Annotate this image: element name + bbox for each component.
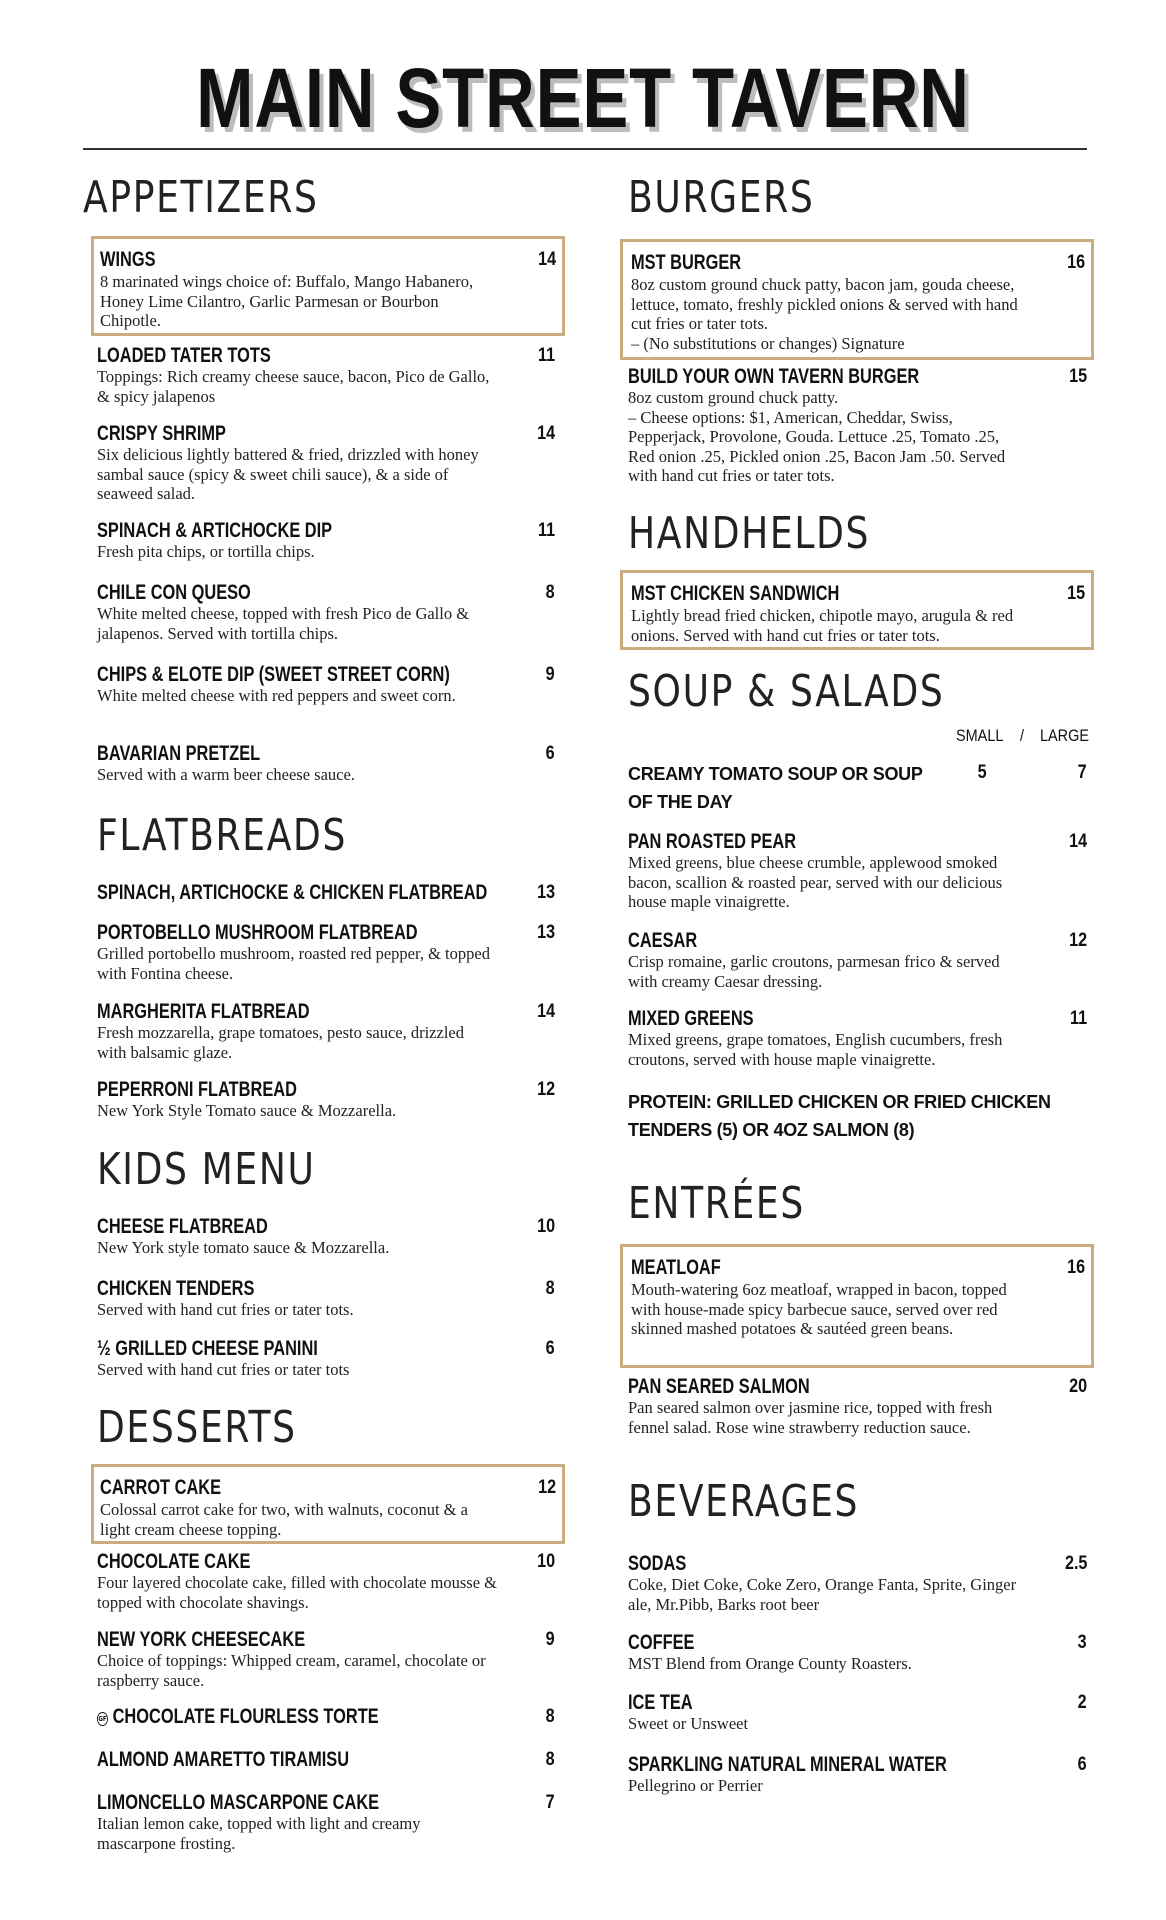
item-price: 6 — [546, 743, 555, 764]
menu-item-wings — [91, 236, 565, 336]
item-price: 7 — [546, 1792, 555, 1813]
menu-item-spinach-artichoke-dip — [97, 518, 559, 564]
item-price: 8 — [546, 582, 555, 603]
item-name: COFFEE — [628, 1631, 695, 1654]
item-description: New York style tomato sauce & Mozzarella. — [97, 1238, 390, 1257]
item-description: New York Style Tomato sauce & Mozzarella. — [97, 1101, 397, 1120]
item-name: MEATLOAF — [631, 1256, 721, 1279]
item-description: Pellegrino or Perrier — [628, 1776, 763, 1795]
item-name: SPINACH & ARTICHOCKE DIP — [97, 519, 333, 542]
item-name: PAN ROASTED PEAR — [628, 830, 797, 853]
menu-item-grilled-cheese-panini — [97, 1336, 559, 1382]
item-price: 12 — [1069, 930, 1087, 951]
size-small-label: SMALL — [956, 726, 1004, 745]
gluten-free-icon: GF — [97, 1712, 108, 1726]
item-name — [97, 1704, 379, 1730]
item-name: SODAS — [628, 1552, 687, 1575]
item-name: SPINACH, ARTICHOCKE & CHICKEN FLATBREAD — [97, 881, 488, 904]
item-name: MST CHICKEN SANDWICH — [631, 582, 840, 605]
menu-item-almond-amaretto-tiramisu — [97, 1747, 559, 1775]
menu-item-caesar — [628, 928, 1091, 990]
item-name: ALMOND AMARETTO TIRAMISU — [97, 1748, 350, 1771]
item-price: 20 — [1069, 1376, 1087, 1397]
menu-item-margherita-flatbread — [97, 999, 559, 1061]
menu-item-peperroni-flatbread — [97, 1077, 559, 1123]
item-description: Served with hand cut fries or tater tots — [97, 1360, 350, 1379]
item-name: LOADED TATER TOTS — [97, 344, 271, 367]
item-price: 16 — [1067, 252, 1085, 273]
item-description: Served with a warm beer cheese sauce. — [97, 765, 355, 784]
menu-item-meatloaf — [620, 1244, 1094, 1368]
item-price: 12 — [538, 1477, 556, 1498]
item-description: MST Blend from Orange County Roasters. — [628, 1654, 912, 1673]
menu-item-limoncello-mascarpone-cake — [97, 1790, 559, 1852]
item-name: LIMONCELLO MASCARPONE CAKE — [97, 1791, 380, 1814]
menu-item-bavarian-pretzel — [97, 741, 559, 787]
item-name: CHIPS & ELOTE DIP (SWEET STREET CORN) — [97, 663, 450, 686]
item-price: 6 — [546, 1338, 555, 1359]
menu-item-loaded-tater-tots — [97, 343, 559, 406]
item-description: Fresh mozzarella, grape tomatoes, pesto sauce, drizzled with balsamic glaze. — [97, 1023, 464, 1062]
item-description: Mixed greens, blue cheese crumble, applewood smoked bacon, scallion & roasted pear, served with our delicious house maple vinaigrette. — [628, 853, 1003, 911]
item-name: NEW YORK CHEESECAKE — [97, 1628, 306, 1651]
item-description: Mouth-watering 6oz meatloaf, wrapped in bacon, topped with house-made spicy barbecue sauce, served over red skinned mashed potatoes & sautéed green beans. — [631, 1280, 1007, 1338]
item-description: 8oz custom ground chuck patty. – Cheese options: $1, American, Cheddar, Swiss, Pepperjack, Provolone, Gouda. Lettuce .25, Tomato .25, Red onion .25, Pickled onion .25, Bacon Jam .50. Served with hand cut fries or tater tots. — [628, 388, 1006, 485]
item-name: MST BURGER — [631, 251, 742, 274]
item-description: Sweet or Unsweet — [628, 1714, 749, 1733]
item-description: Crisp romaine, garlic croutons, parmesan frico & served with creamy Caesar dressing. — [628, 952, 1000, 991]
size-large-label: LARGE — [1040, 726, 1089, 745]
item-description: Colossal carrot cake for two, with walnuts, coconut & a light cream cheese topping. — [100, 1500, 468, 1539]
item-name: CRISPY SHRIMP — [97, 422, 226, 445]
title-divider — [83, 148, 1087, 150]
section-title-soup-salads: SOUP & SALADS — [628, 666, 945, 717]
menu-item-spinach-artichoke-chicken-flatbread — [97, 880, 559, 908]
menu-item-build-your-own-burger — [628, 364, 1091, 484]
item-name: CHILE CON QUESO — [97, 581, 251, 604]
item-price: 13 — [537, 922, 555, 943]
item-price: 15 — [1069, 366, 1087, 387]
item-description: 8 marinated wings choice of: Buffalo, Mango Habanero, Honey Lime Cilantro, Garlic Parmesan or Bourbon Chipotle. — [100, 272, 474, 330]
item-price: 13 — [537, 882, 555, 903]
menu-item-mst-burger — [620, 239, 1094, 360]
item-name: CHICKEN TENDERS — [97, 1277, 255, 1300]
menu-item-pan-roasted-pear — [628, 829, 1091, 909]
menu-item-sparkling-mineral-water — [628, 1752, 1091, 1798]
menu-item-cheese-flatbread — [97, 1214, 559, 1260]
menu-item-sodas — [628, 1551, 1091, 1613]
menu-item-crispy-shrimp — [97, 421, 559, 501]
item-description: Fresh pita chips, or tortilla chips. — [97, 542, 315, 561]
item-name: CAESAR — [628, 929, 698, 952]
menu-item-chicken-tenders — [97, 1276, 559, 1322]
menu-item-ice-tea — [628, 1690, 1091, 1736]
item-price: 11 — [537, 520, 555, 541]
item-name: MARGHERITA FLATBREAD — [97, 1000, 310, 1023]
item-price: 8 — [546, 1278, 555, 1299]
menu-item-carrot-cake — [91, 1464, 565, 1544]
item-description: White melted cheese with red peppers and sweet corn. — [97, 686, 456, 705]
item-name: PAN SEARED SALMON — [628, 1375, 810, 1398]
item-description: Grilled portobello mushroom, roasted red pepper, & topped with Fontina cheese. — [97, 944, 490, 983]
item-name: CHOCOLATE CAKE — [97, 1550, 251, 1573]
menu-item-chocolate-flourless-torte — [97, 1704, 559, 1732]
item-name: CREAMY TOMATO SOUP OR SOUP OF THE DAY — [628, 764, 923, 812]
menu-item-coffee — [628, 1630, 1091, 1676]
item-price-large: 7 — [1078, 762, 1087, 783]
menu-item-mixed-greens — [628, 1006, 1091, 1068]
item-description: Lightly bread fried chicken, chipotle mayo, arugula & red onions. Served with hand cut fries or tater tots. — [631, 606, 1014, 645]
menu-item-chocolate-cake — [97, 1549, 559, 1611]
menu-item-portobello-flatbread — [97, 920, 559, 982]
item-description: Italian lemon cake, topped with light and creamy mascarpone frosting. — [97, 1814, 421, 1853]
item-description: Toppings: Rich creamy cheese sauce, bacon, Pico de Gallo, & spicy jalapenos — [97, 367, 490, 406]
item-description: 8oz custom ground chuck patty, bacon jam, gouda cheese, lettuce, tomato, freshly pickled onions & served with hand cut fries or tater tots. – (No substitutions or changes) Signature — [631, 275, 1018, 353]
item-name: BAVARIAN PRETZEL — [97, 742, 261, 765]
menu-item-creamy-tomato-soup — [628, 760, 1091, 818]
item-name: CHEESE FLATBREAD — [97, 1215, 268, 1238]
section-title-handhelds: HANDHELDS — [628, 508, 871, 559]
item-name: ICE TEA — [628, 1691, 693, 1714]
item-description: Six delicious lightly battered & fried, drizzled with honey sambal sauce (spicy & sweet chili sauce), & a side of seaweed salad. — [97, 445, 479, 503]
item-price: 9 — [546, 1629, 555, 1650]
item-name: WINGS — [100, 248, 156, 271]
item-price: 14 — [538, 249, 556, 270]
menu-item-new-york-cheesecake — [97, 1627, 559, 1689]
protein-addon-text: PROTEIN: GRILLED CHICKEN OR FRIED CHICKEN TENDERS (5) OR 4OZ SALMON (8) — [628, 1092, 1051, 1140]
size-separator: / — [1020, 726, 1025, 745]
section-title-appetizers: APPETIZERS — [83, 172, 319, 223]
item-name: ½ GRILLED CHEESE PANINI — [97, 1337, 318, 1360]
item-price: 12 — [537, 1079, 555, 1100]
item-name: PEPERRONI FLATBREAD — [97, 1078, 297, 1101]
section-title-desserts: DESSERTS — [97, 1402, 297, 1453]
item-price: 8 — [546, 1706, 555, 1727]
item-description: Pan seared salmon over jasmine rice, topped with fresh fennel salad. Rose wine strawberry reduction sauce. — [628, 1398, 993, 1437]
item-description: Four layered chocolate cake, filled with chocolate mousse & topped with chocolate shavings. — [97, 1573, 497, 1612]
item-price: 2 — [1078, 1692, 1087, 1713]
item-price: 3 — [1078, 1632, 1087, 1653]
item-name-text: CHOCOLATE FLOURLESS TORTE — [112, 1705, 379, 1728]
section-title-burgers: BURGERS — [628, 172, 815, 223]
item-price: 14 — [537, 423, 555, 444]
section-title-beverages: BEVERAGES — [628, 1476, 860, 1527]
item-price: 2.5 — [1064, 1553, 1087, 1574]
item-description: White melted cheese, topped with fresh Pico de Gallo & jalapenos. Served with tortilla chips. — [97, 604, 470, 643]
item-price: 11 — [1069, 1008, 1087, 1029]
menu-item-pan-seared-salmon — [628, 1374, 1091, 1454]
item-name: BUILD YOUR OWN TAVERN BURGER — [628, 365, 920, 388]
item-price: 11 — [537, 345, 555, 366]
menu-item-chile-con-queso — [97, 580, 559, 642]
item-name: CARROT CAKE — [100, 1476, 222, 1499]
item-price: 10 — [537, 1216, 555, 1237]
protein-addon-note — [628, 1088, 1091, 1146]
menu-item-chips-elote-dip — [97, 662, 559, 724]
menu-item-mst-chicken-sandwich — [620, 570, 1094, 650]
item-description: Choice of toppings: Whipped cream, caramel, chocolate or raspberry sauce. — [97, 1651, 486, 1690]
item-price: 9 — [546, 664, 555, 685]
item-name: MIXED GREENS — [628, 1007, 754, 1030]
item-price: 6 — [1078, 1754, 1087, 1775]
item-price: 14 — [1069, 831, 1087, 852]
item-price-small: 5 — [977, 762, 987, 783]
section-title-entrees: ENTRÉES — [628, 1178, 805, 1229]
item-price: 16 — [1067, 1257, 1085, 1278]
item-price: 8 — [546, 1749, 555, 1770]
section-title-kids-menu: KIDS MENU — [97, 1144, 316, 1195]
restaurant-title: MAIN STREET TAVERN — [196, 51, 970, 145]
item-name: SPARKLING NATURAL MINERAL WATER — [628, 1753, 947, 1776]
item-description: Mixed greens, grape tomatoes, English cucumbers, fresh croutons, served with house maple vinaigrette. — [628, 1030, 1003, 1069]
item-description: Coke, Diet Coke, Coke Zero, Orange Fanta, Sprite, Ginger ale, Mr.Pibb, Barks root beer — [628, 1575, 1017, 1614]
item-description: Served with hand cut fries or tater tots. — [97, 1300, 354, 1319]
item-price: 10 — [537, 1551, 555, 1572]
item-name: PORTOBELLO MUSHROOM FLATBREAD — [97, 921, 418, 944]
item-price: 14 — [537, 1001, 555, 1022]
section-title-flatbreads: FLATBREADS — [97, 810, 347, 861]
item-price: 15 — [1067, 583, 1085, 604]
